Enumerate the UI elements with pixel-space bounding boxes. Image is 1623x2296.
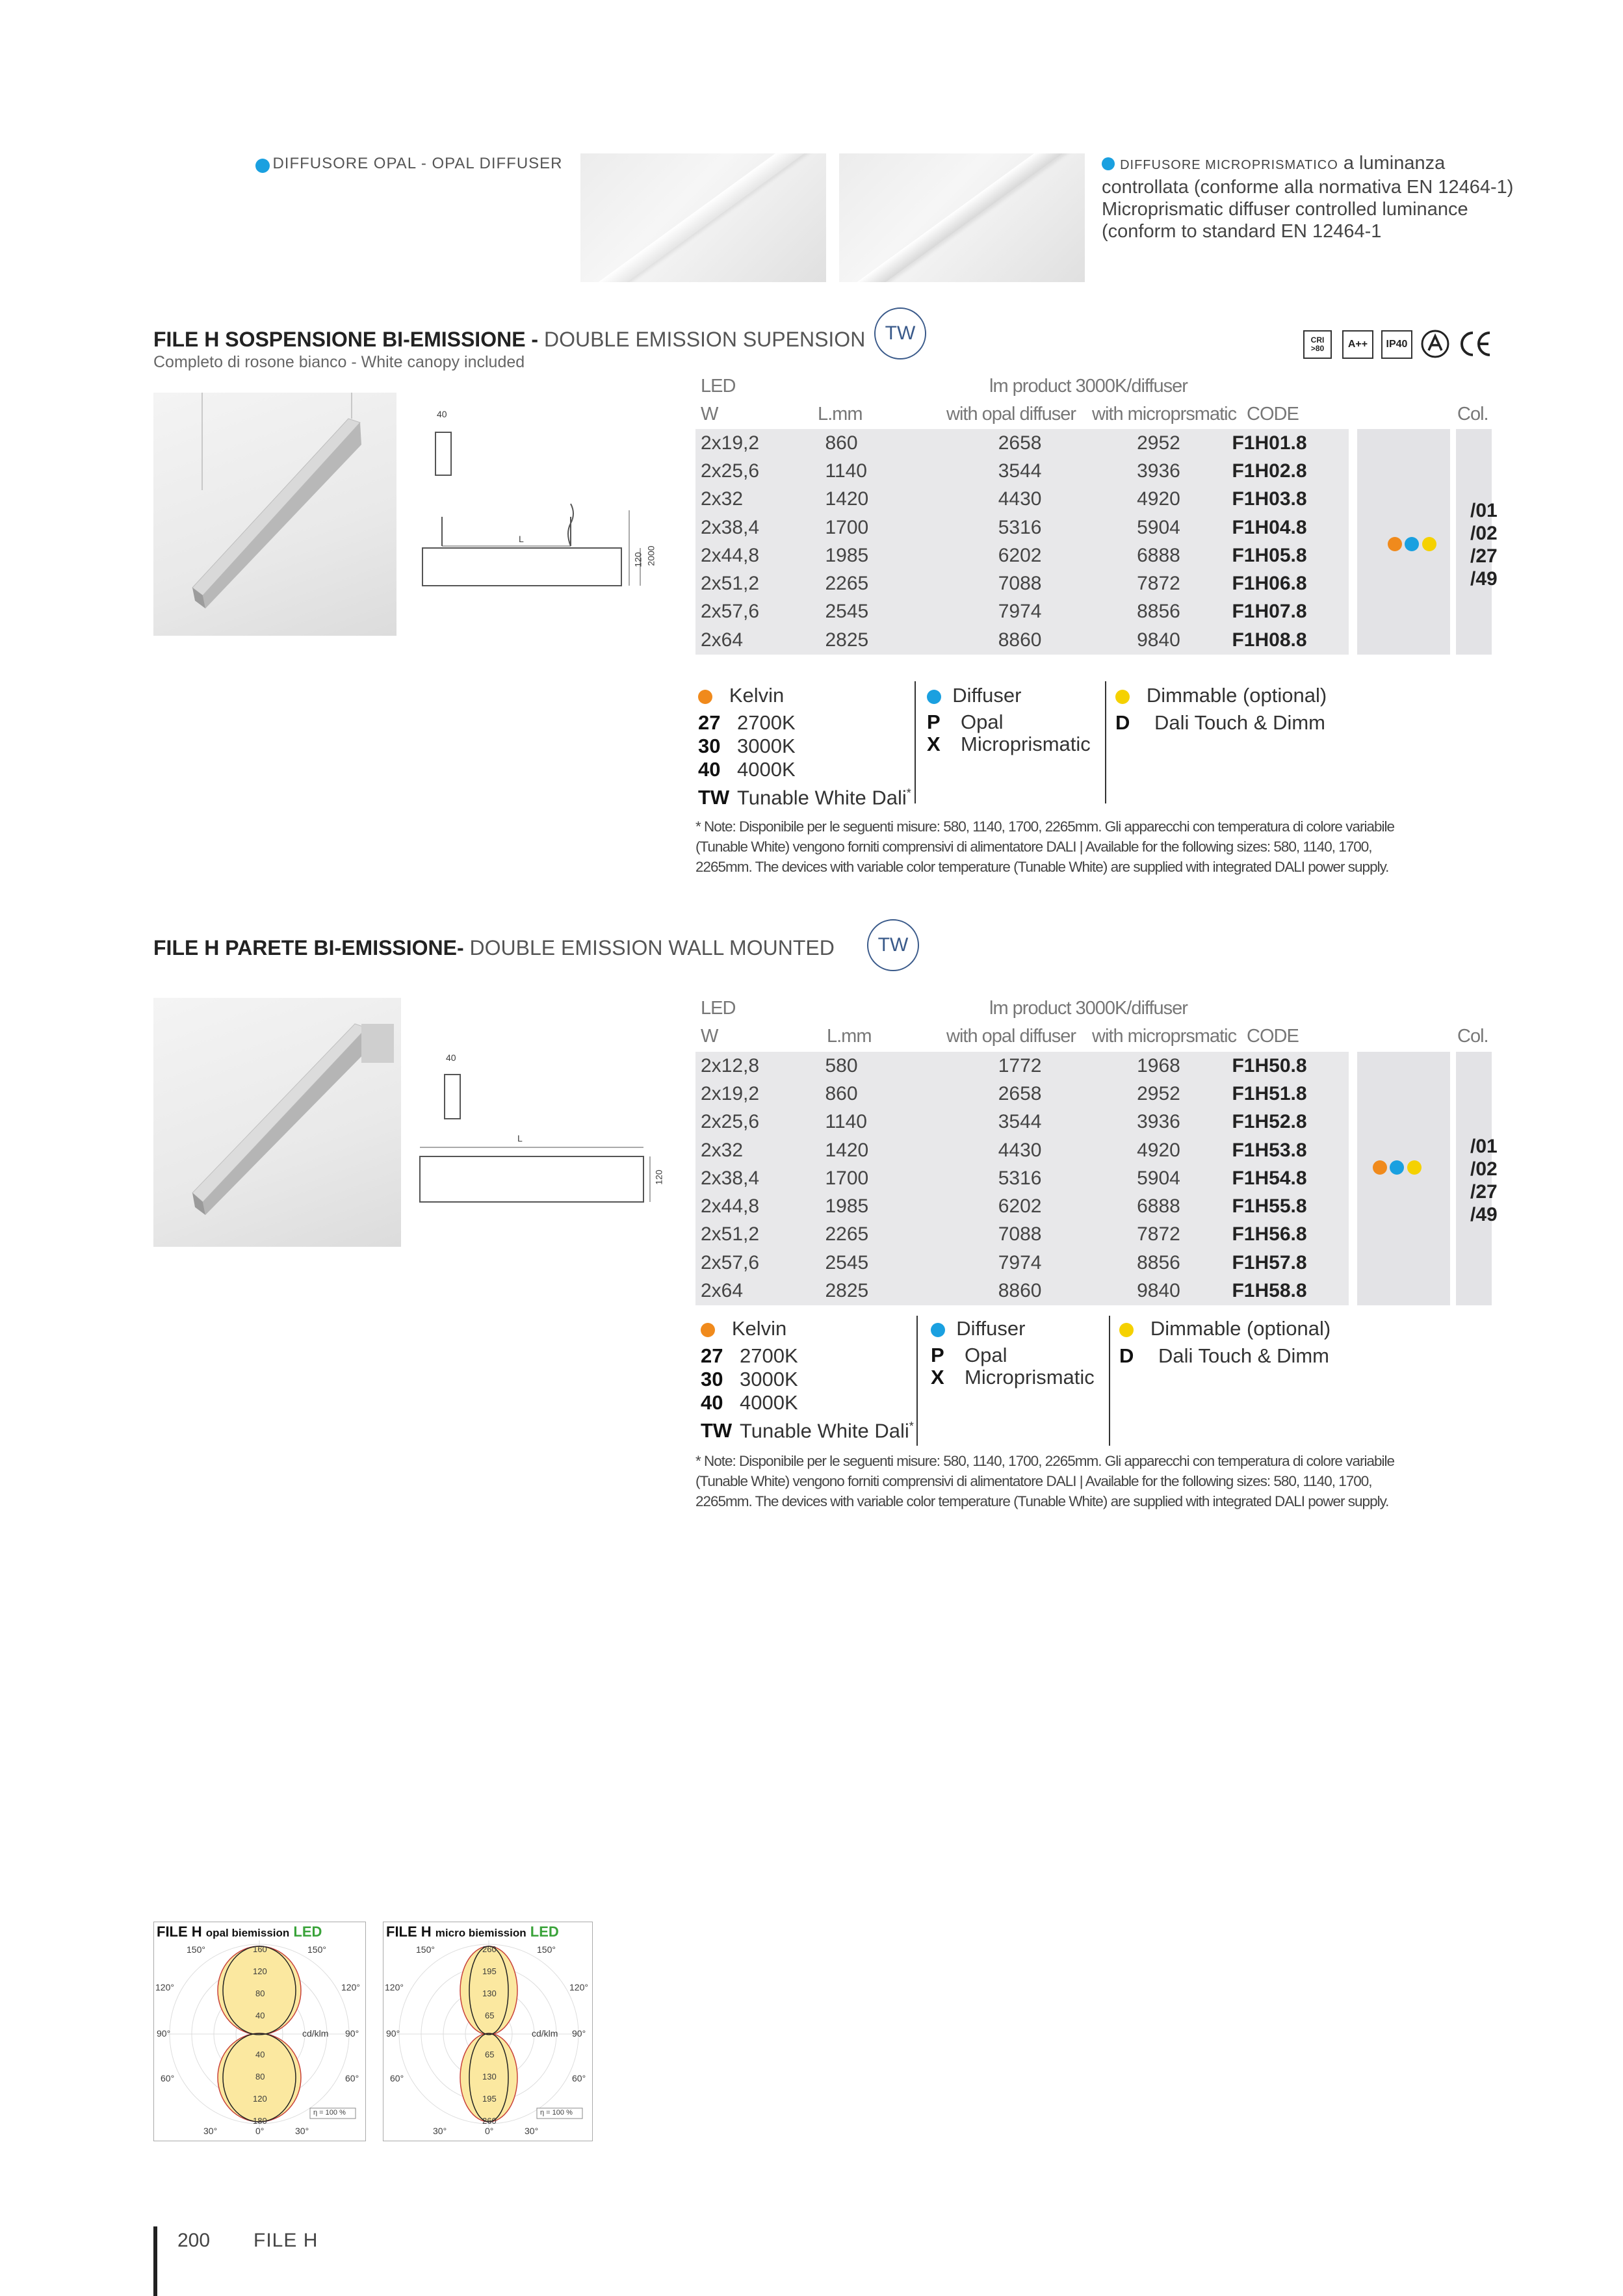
cell-opal: 3544 (998, 460, 1042, 482)
cell-l: 1140 (825, 1111, 867, 1133)
legend1-divider-2 (1105, 681, 1106, 803)
header-micro: with microprsmatic (1092, 1026, 1237, 1047)
legend1-diffuser: Diffuser P Opal X Microprismatic (927, 684, 1091, 755)
cell-opal: 6202 (998, 544, 1042, 566)
header-col: Col. (1457, 1026, 1488, 1047)
section2-note: * Note: Disponibile per le seguenti misure: 580, 1140, 1700, 2265mm. Gli apparecchi con temperatura di colore variabile (Tunable White) vengono forniti comprensivi di alimentatore DALI | Available for the following sizes: 580, 1140, 1700, 2265mm. The devices with variable color temperature (Tunable White) are supplied with integrated DALI power supply. (695, 1453, 1394, 1509)
table-row (695, 626, 1358, 654)
cell-l: 2265 (825, 573, 869, 595)
dim-height-label: 120 (653, 1169, 664, 1185)
cell-micro: 5904 (1137, 516, 1180, 538)
table-row (695, 1052, 1358, 1080)
cell-micro: 5904 (1137, 1167, 1180, 1189)
cell-opal: 7088 (998, 1223, 1042, 1246)
cell-l: 860 (825, 1082, 858, 1104)
dim-width-label: 40 (437, 409, 447, 419)
cell-opal: 7974 (998, 601, 1042, 623)
header-led: LED (701, 376, 736, 397)
header-lm: lm product 3000K/diffuser (989, 376, 1188, 397)
cell-code: F1H08.8 (1232, 629, 1307, 651)
cell-w: 2x64 (701, 1280, 744, 1302)
header-opal: with opal diffuser (946, 404, 1076, 424)
cell-l: 1700 (825, 516, 869, 538)
ip-rating-badge: IP40 (1381, 330, 1412, 359)
cell-code: F1H07.8 (1232, 601, 1307, 623)
cell-opal: 3544 (998, 1111, 1042, 1133)
cell-l: 1985 (825, 1195, 869, 1218)
cell-code: F1H04.8 (1232, 516, 1307, 538)
cell-micro: 2952 (1137, 432, 1180, 454)
cell-w: 2x25,6 (701, 1111, 760, 1133)
suspension-technical-drawing (416, 406, 663, 601)
cell-opal: 6202 (998, 1195, 1042, 1218)
cell-code: F1H01.8 (1232, 432, 1307, 454)
section1-subtitle: Completo di rosone bianco - White canopy included (153, 353, 525, 371)
cell-l: 2265 (825, 1223, 869, 1246)
cell-opal: 1772 (998, 1054, 1042, 1076)
table2-dots (1373, 1160, 1422, 1175)
cell-opal: 7088 (998, 573, 1042, 595)
header-w: W (701, 1026, 718, 1047)
yellow-dot-icon (1119, 1323, 1134, 1337)
table-row (695, 429, 1358, 457)
cell-micro: 8856 (1137, 1251, 1180, 1273)
blue-dot-icon (1405, 537, 1419, 551)
section2-title: FILE H PARETE BI-EMISSIONE- DOUBLE EMISSION WALL MOUNTED (153, 936, 835, 959)
legend2-kelvin: Kelvin 27 2700K 30 3000K 40 4000K TW Tunable White Dali* (701, 1317, 914, 1442)
cell-w: 2x57,6 (701, 601, 760, 623)
cell-code: F1H54.8 (1232, 1167, 1307, 1189)
wall-technical-drawing (416, 1050, 663, 1206)
micro-photometric-diagram: FILE H micro biemission LED 150° 150° 120° 120° 90° 90° 60° 60° 30° 30° 0° cd/klm 260 195 130 65 65 130 195 260 η = 100 % (383, 1922, 593, 2141)
yellow-dot-icon (1407, 1160, 1422, 1175)
blue-dot-icon (1390, 1160, 1404, 1175)
cell-l: 2545 (825, 1251, 869, 1273)
yellow-dot-icon (1115, 690, 1130, 704)
section1-title: FILE H SOSPENSIONE BI-EMISSIONE - DOUBLE EMISSION SUPENSION (153, 328, 866, 351)
legend1-divider (915, 681, 916, 803)
cell-w: 2x32 (701, 1139, 744, 1161)
cell-l: 1140 (825, 460, 867, 482)
tunable-white-badge: TW (874, 307, 926, 359)
dim-width-label: 40 (446, 1052, 456, 1063)
table-row (695, 1277, 1358, 1305)
suspension-product-photo (153, 393, 396, 636)
header-lmm: L.mm (827, 1026, 872, 1047)
table-row (695, 1221, 1358, 1249)
cell-l: 1420 (825, 488, 869, 510)
table1-dots (1388, 537, 1436, 551)
blue-dot-icon (255, 159, 270, 173)
blue-dot-icon (1102, 157, 1115, 170)
cell-w: 2x64 (701, 629, 744, 651)
cell-w: 2x44,8 (701, 1195, 760, 1218)
ce-mark-icon (1457, 329, 1494, 359)
footer-label: FILE H (253, 2230, 318, 2251)
cell-l: 2825 (825, 1280, 869, 1302)
legend2-dimmable: Dimmable (optional) D Dali Touch & Dimm (1119, 1317, 1331, 1367)
cell-micro: 9840 (1137, 1280, 1180, 1302)
diagram-title: FILE H opal biemission LED (157, 1924, 322, 1940)
cell-opal: 2658 (998, 1082, 1042, 1104)
table-row (695, 1080, 1358, 1108)
table-row (695, 598, 1358, 626)
table-row (695, 1249, 1358, 1277)
cell-opal: 2658 (998, 432, 1042, 454)
a-mark-icon (1420, 329, 1450, 359)
table-row (695, 1192, 1358, 1220)
wall-product-photo (153, 998, 401, 1247)
table1-colour-codes: /01 /02 /27 /49 (1470, 500, 1498, 590)
table2-colour-codes: /01 /02 /27 /49 (1470, 1136, 1498, 1225)
cell-micro: 2952 (1137, 1082, 1180, 1104)
cell-w: 2x19,2 (701, 432, 760, 454)
orange-dot-icon (698, 690, 712, 704)
cell-opal: 4430 (998, 488, 1042, 510)
yellow-dot-icon (1422, 537, 1436, 551)
micro-diffuser-photo (839, 153, 1085, 282)
cell-w: 2x25,6 (701, 460, 760, 482)
cell-w: 2x12,8 (701, 1054, 760, 1076)
cell-micro: 4920 (1137, 1139, 1180, 1161)
tunable-white-badge: TW (867, 919, 919, 971)
table-row (695, 1164, 1358, 1192)
cell-code: F1H57.8 (1232, 1251, 1307, 1273)
cell-l: 580 (825, 1054, 858, 1076)
cell-opal: 8860 (998, 1280, 1042, 1302)
cell-opal: 5316 (998, 1167, 1042, 1189)
table-row (695, 486, 1358, 514)
cell-l: 2545 (825, 601, 869, 623)
opal-diffuser-photo (580, 153, 826, 282)
legend2-divider-2 (1109, 1316, 1110, 1446)
cell-opal: 4430 (998, 1139, 1042, 1161)
opal-photometric-diagram: FILE H opal biemission LED 150° 150° 120° 120° 90° 90° 60° 60° 30° 30° 0° cd/klm 160 120 80 40 40 80 120 180 η = 100 % (153, 1922, 366, 2141)
header-micro: with microprsmatic (1092, 404, 1237, 424)
cell-w: 2x44,8 (701, 544, 760, 566)
legend2-diffuser: Diffuser P Opal X Microprismatic (931, 1317, 1095, 1389)
table1-rows (695, 429, 1358, 654)
cell-l: 1985 (825, 544, 869, 566)
table-row (695, 541, 1358, 569)
blue-dot-icon (931, 1323, 945, 1337)
section1-note: * Note: Disponibile per le seguenti misure: 580, 1140, 1700, 2265mm. Gli apparecchi con temperatura di colore variabile (Tunable White) vengono forniti comprensivi di alimentatore DALI | Available for the following sizes: 580, 1140, 1700, 2265mm. The devices with variable color temperature (Tunable White) are supplied with integrated DALI power supply. (695, 818, 1394, 875)
cell-w: 2x51,2 (701, 573, 760, 595)
page-number: 200 (177, 2230, 211, 2251)
cell-micro: 6888 (1137, 1195, 1180, 1218)
table-row (695, 514, 1358, 541)
header-code: CODE (1247, 404, 1299, 424)
cell-code: F1H05.8 (1232, 544, 1307, 566)
cell-l: 860 (825, 432, 858, 454)
cell-micro: 7872 (1137, 1223, 1180, 1246)
energy-class-badge: A++ (1342, 330, 1373, 359)
table-row (695, 1136, 1358, 1164)
cell-micro: 8856 (1137, 601, 1180, 623)
cell-opal: 8860 (998, 629, 1042, 651)
cell-w: 2x51,2 (701, 1223, 760, 1246)
cell-code: F1H02.8 (1232, 460, 1307, 482)
cell-micro: 9840 (1137, 629, 1180, 651)
cell-l: 1700 (825, 1167, 869, 1189)
legend1-dimmable: Dimmable (optional) D Dali Touch & Dimm (1115, 684, 1327, 734)
table2-rows (695, 1052, 1358, 1305)
orange-dot-icon (1388, 537, 1402, 551)
opal-diffuser-caption: DIFFUSORE OPAL - OPAL DIFFUSER (255, 155, 563, 173)
cell-code: F1H52.8 (1232, 1111, 1307, 1133)
cell-micro: 1968 (1137, 1054, 1180, 1076)
footer-bar (153, 2226, 157, 2296)
header-col: Col. (1457, 404, 1488, 424)
cell-code: F1H58.8 (1232, 1280, 1307, 1302)
cell-w: 2x57,6 (701, 1251, 760, 1273)
cell-code: F1H51.8 (1232, 1082, 1307, 1104)
table2-color-box (1357, 1052, 1450, 1305)
cell-micro: 3936 (1137, 460, 1180, 482)
header-lmm: L.mm (818, 404, 863, 424)
dim-length-label: L (519, 534, 524, 544)
cell-l: 1420 (825, 1139, 869, 1161)
header-code: CODE (1247, 1026, 1299, 1047)
cell-code: F1H56.8 (1232, 1223, 1307, 1246)
blue-dot-icon (927, 690, 941, 704)
cell-micro: 3936 (1137, 1111, 1180, 1133)
dim-height-label: 120 (632, 552, 643, 567)
cell-opal: 5316 (998, 516, 1042, 538)
micro-diffuser-caption: DIFFUSORE MICROPRISMATICO a luminanza controllata (conforme alla normativa EN 12464-1) Microprismatic diffuser controlled luminance (conform to standard EN 12464-1 (1102, 153, 1514, 242)
table-row (695, 1108, 1358, 1136)
cell-w: 2x32 (701, 488, 744, 510)
dim-hang-label: 2000 (645, 545, 656, 566)
table-row (695, 457, 1358, 485)
cell-code: F1H53.8 (1232, 1139, 1307, 1161)
diagram-title: FILE H micro biemission LED (386, 1924, 559, 1940)
header-opal: with opal diffuser (946, 1026, 1076, 1047)
legend1-kelvin: Kelvin 27 2700K 30 3000K 40 4000K TW Tunable White Dali* (698, 684, 911, 809)
cell-micro: 6888 (1137, 544, 1180, 566)
dim-length-label: L (517, 1133, 523, 1143)
header-lm: lm product 3000K/diffuser (989, 998, 1188, 1019)
cell-micro: 7872 (1137, 573, 1180, 595)
cell-code: F1H55.8 (1232, 1195, 1307, 1218)
header-led: LED (701, 998, 736, 1019)
cell-w: 2x38,4 (701, 1167, 760, 1189)
cell-code: F1H06.8 (1232, 573, 1307, 595)
cell-l: 2825 (825, 629, 869, 651)
orange-dot-icon (1373, 1160, 1387, 1175)
table-row (695, 569, 1358, 597)
header-w: W (701, 404, 718, 424)
cri-badge: CRI >80 (1303, 330, 1332, 359)
cell-opal: 7974 (998, 1251, 1042, 1273)
legend2-divider (916, 1316, 918, 1446)
orange-dot-icon (701, 1323, 715, 1337)
cell-code: F1H03.8 (1232, 488, 1307, 510)
cell-code: F1H50.8 (1232, 1054, 1307, 1076)
cell-micro: 4920 (1137, 488, 1180, 510)
cell-w: 2x19,2 (701, 1082, 760, 1104)
cell-w: 2x38,4 (701, 516, 760, 538)
